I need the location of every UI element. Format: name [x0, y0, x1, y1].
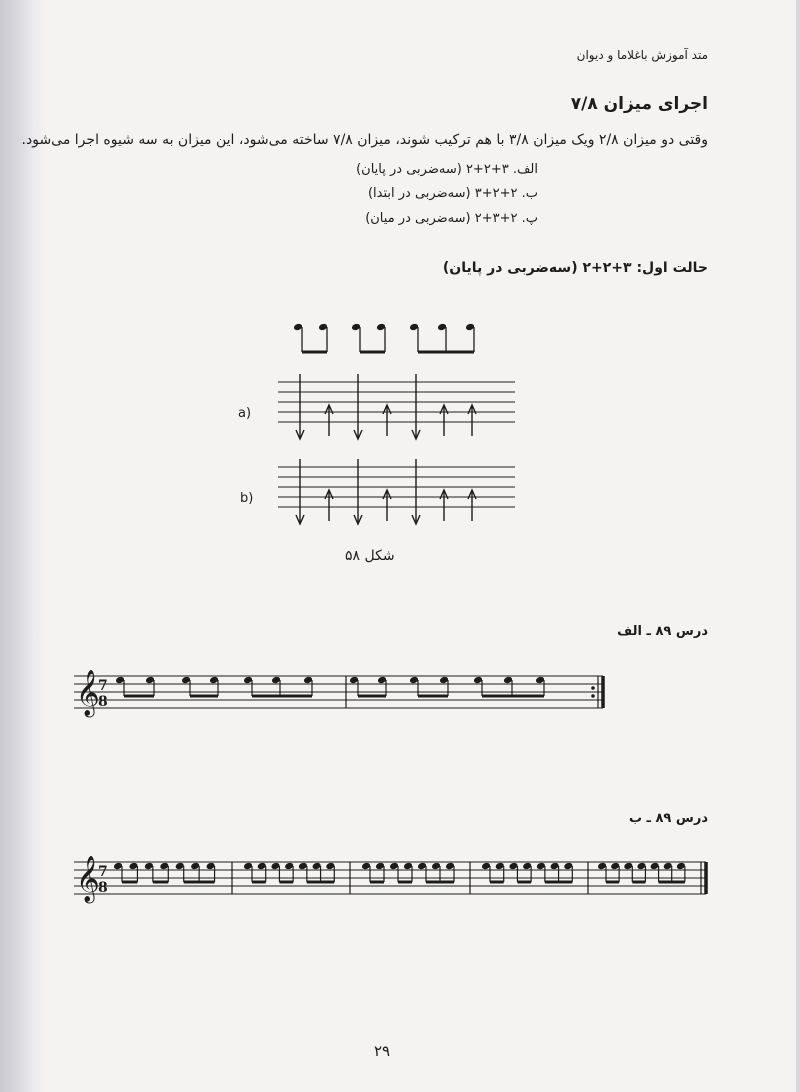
lesson-89b-title: درس ۸۹ ـ ب [628, 811, 708, 826]
lesson-89b-treble-clef: 𝄞 [76, 856, 100, 902]
option-alef: الف. ۳+۲+۲ (سه‌ضربی در پایان) [356, 162, 538, 177]
page-number: ۲۹ [374, 1042, 391, 1060]
option-be: ب. ۲+۲+۳ (سه‌ضربی در ابتدا) [367, 186, 538, 201]
row-b-label: b) [240, 491, 254, 506]
lesson-89a-time-signature-bottom: 8 [98, 694, 108, 710]
option-pe: پ. ۲+۳+۲ (سه‌ضربی در میان) [365, 211, 538, 226]
lesson-89a-title: درس ۸۹ ـ الف [617, 624, 708, 639]
intro-paragraph: وقتی دو میزان ۲/۸ ویک میزان ۳/۸ با هم ترکیب شوند، میزان ۷/۸ ساخته می‌شود، این میزان به سه شیوه اجرا می‌شود. [21, 132, 708, 148]
row-a-label: a) [238, 406, 252, 421]
case-title: حالت اول: ۳+۲+۲ (سه‌ضربی در پایان) [442, 260, 708, 276]
lesson-89a-treble-clef: 𝄞 [76, 670, 100, 716]
lesson-89a-time-signature-top: 7 [98, 678, 108, 694]
section-title: اجرای میزان ۷/۸ [570, 94, 708, 114]
lesson-89a-repeat-dot [591, 686, 595, 690]
lesson-89b-time-signature-bottom: 8 [98, 880, 108, 896]
lesson-89b-time-signature-top: 7 [98, 864, 108, 880]
running-header: متد آموزش باغلاما و دیوان [576, 48, 708, 62]
lesson-89a-repeat-dot [591, 694, 595, 698]
figure-caption: شکل ۵۸ [345, 548, 395, 564]
